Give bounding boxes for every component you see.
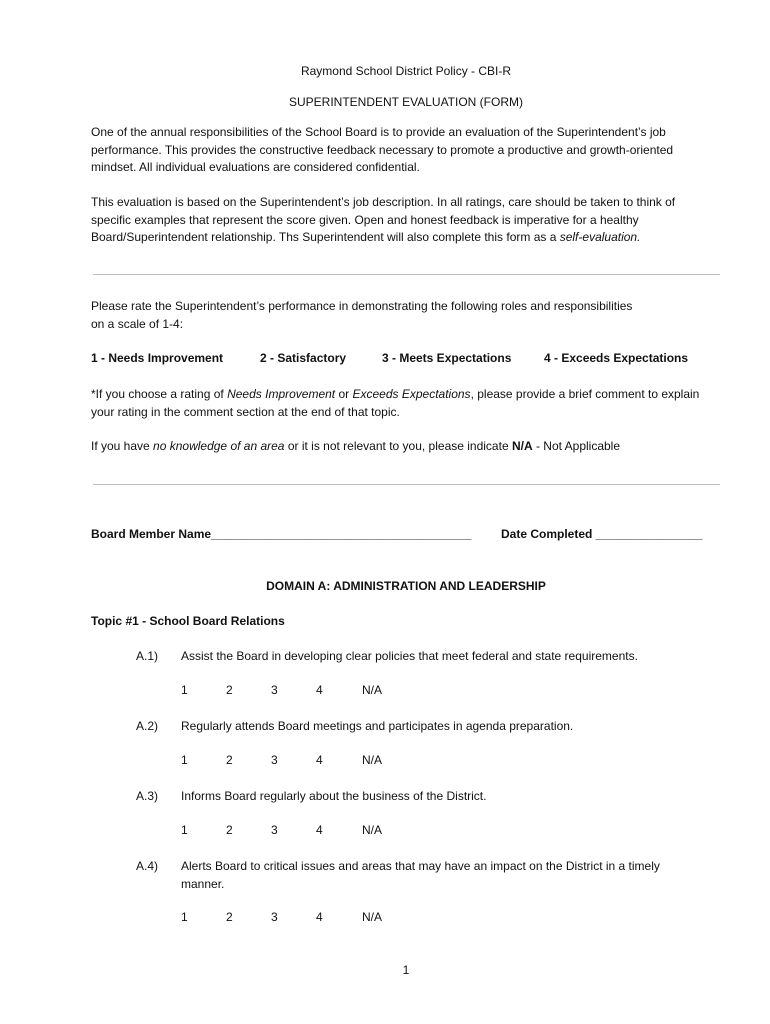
scale-exceeds-expectations: 4 - Exceeds Expectations [544,351,689,365]
item-id: A.3) [136,789,159,803]
item-text: Informs Board regularly about the business of the District. [181,789,487,803]
policy-line: Raymond School District Policy - CBI-R [300,64,512,78]
choice-1[interactable]: 1 [181,823,188,837]
comment-needs-improvement: Needs Improvement [227,387,336,401]
choice-3[interactable]: 3 [271,910,278,924]
item-id: A.2) [136,719,159,733]
choice-na[interactable]: N/A [362,823,383,837]
page-number: 1 [402,963,410,977]
topic-title: Topic #1 - School Board Relations [91,614,285,628]
item-text: Regularly attends Board meetings and participates in agenda preparation. [181,719,574,733]
item-id: A.1) [136,649,159,663]
choice-2[interactable]: 2 [226,683,233,697]
comment-text-c: or [335,387,353,401]
comment-text-a: *If you choose a rating of [91,387,228,401]
rating-choices-a4 [0,910,770,928]
choice-3[interactable]: 3 [271,753,278,767]
intro-paragraph-2 [91,194,716,247]
choice-2[interactable]: 2 [226,910,233,924]
na-label: N/A [511,439,533,453]
na-instructions [91,438,620,456]
scale-satisfactory: 2 - Satisfactory [260,351,347,365]
intro-paragraph-1: One of the annual responsibilities of the School Board is to provide an evaluation of the Superintendent’s job performance. This provides the constructive feedback necessary to promote a productive and growth-oriented mindset. All individual evaluations are considered confidential. [91,125,674,174]
item-text: Assist the Board in developing clear policies that meet federal and state requirements. [181,649,638,663]
rating-instructions-line-2: on a scale of 1-4: [91,317,184,331]
rating-choices-a3 [0,823,770,841]
choice-4[interactable]: 4 [316,753,323,767]
choice-3[interactable]: 3 [271,823,278,837]
rating-instructions-line-1: Please rate the Superintendent’s performance in demonstrating the following roles and responsibilities [91,299,633,313]
divider-1 [93,274,720,275]
choice-4[interactable]: 4 [316,683,323,697]
choice-2[interactable]: 2 [226,823,233,837]
choice-1[interactable]: 1 [181,910,188,924]
date-completed-field[interactable]: Date Completed ________________ [501,527,703,541]
rating-choices-a1 [0,683,770,701]
choice-na[interactable]: N/A [362,753,383,767]
divider-2 [93,484,720,485]
intro-paragraph-2-text: This evaluation is based on the Superintendent’s job description. In all ratings, care should be taken to think of specific examples that represent the score given. Open and honest feedback is imperative for a healthy Board/Superintendent relationship. Ths Superintendent will also complete this form as a [91,195,676,244]
form-title: SUPERINTENDENT EVALUATION (FORM) [288,95,524,109]
rating-choices-a2 [0,753,770,771]
rating-scale [0,351,770,369]
comment-instructions [91,386,716,421]
comment-text-e: , please provide a brief comment to explain your rating in the comment section at the end of that topic. [91,387,700,419]
choice-na[interactable]: N/A [362,910,383,924]
choice-3[interactable]: 3 [271,683,278,697]
choice-1[interactable]: 1 [181,753,188,767]
na-text-a: If you have [91,439,154,453]
choice-4[interactable]: 4 [316,910,323,924]
choice-4[interactable]: 4 [316,823,323,837]
na-text-c: or it is not relevant to you, please indicate [284,439,512,453]
domain-title: DOMAIN A: ADMINISTRATION AND LEADERSHIP [266,579,546,593]
comment-exceeds-expectations: Exceeds Expectations [352,387,471,401]
choice-na[interactable]: N/A [362,683,383,697]
na-text-e: - Not Applicable [532,439,621,453]
scale-needs-improvement: 1 - Needs Improvement [91,351,224,365]
na-no-knowledge: no knowledge of an area [153,439,285,453]
self-evaluation-emphasis: self-evaluation. [559,230,641,244]
item-text: Alerts Board to critical issues and areas that may have an impact on the District in a timely manner. [181,859,660,891]
choice-2[interactable]: 2 [226,753,233,767]
board-member-name-field[interactable]: Board Member Name_______________________________________ [91,527,472,541]
scale-meets-expectations: 3 - Meets Expectations [382,351,512,365]
choice-1[interactable]: 1 [181,683,188,697]
item-id: A.4) [136,859,159,873]
